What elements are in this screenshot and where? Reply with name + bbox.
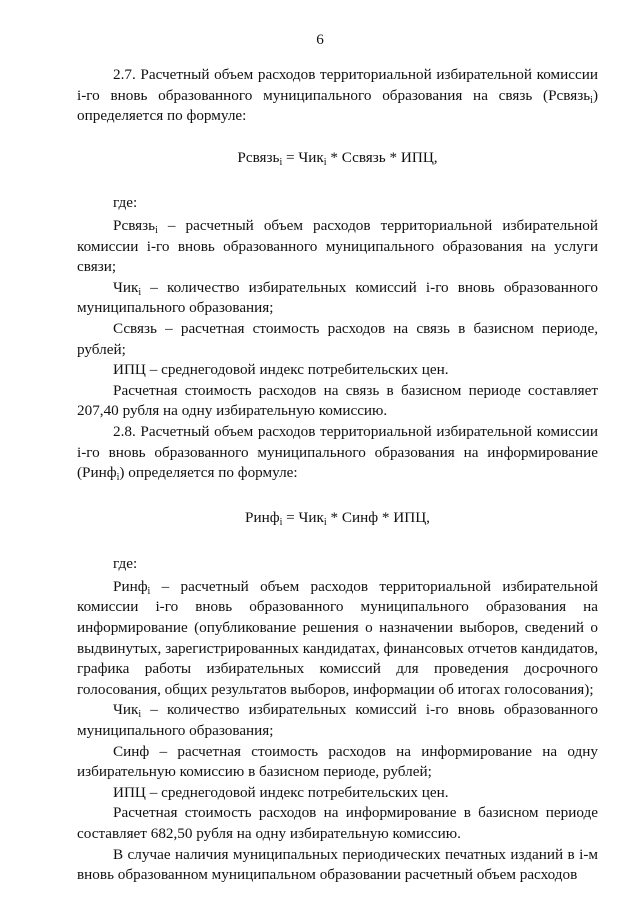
subscript-i: i	[116, 472, 120, 484]
definition-chik-2	[77, 700, 598, 741]
section-2-8-text-end: ) определяется по формуле:	[119, 464, 298, 482]
definition-term: Чик	[113, 278, 139, 296]
page-number: 6	[316, 31, 324, 48]
definition-s-inf: Синф – расчетная стоимость расходов на информирование на одну избирательную комиссию в базисном периоде, рублей;	[77, 742, 598, 781]
formula-2-eq: = Чик	[282, 508, 324, 526]
formula-communication	[77, 148, 598, 169]
subscript-i: i	[138, 286, 142, 298]
formula-2-lhs: Ринф	[245, 508, 280, 526]
subscript-i: i	[279, 516, 283, 528]
final-paragraph: В случае наличия муниципальных периодических печатных изданий в i-м вновь образованном муниципальном образовании расчетный объем расходов	[77, 845, 598, 884]
note-communication-cost: Расчетная стоимость расходов на связь в базисном периоде составляет 207,40 рубля на одну избирательную комиссию.	[77, 381, 598, 420]
formula-1-rest: * Ссвязь * ИПЦ,	[326, 148, 438, 166]
definition-term: Чик	[113, 701, 139, 719]
section-2-8-paragraph	[77, 422, 598, 484]
definition-term: Ринф	[113, 577, 148, 595]
section-2-7-text: 2.7. Расчетный объем расходов территориальной избирательной комиссии i-го вновь образованного муниципального образования на связь (Рсвязь	[77, 66, 598, 104]
definition-text: – количество избирательных комиссий i-го вновь образованного муниципального образования;	[77, 701, 598, 740]
definition-r-inf	[77, 577, 598, 701]
definition-chik-1	[77, 278, 598, 319]
definition-s-svyaz: Ссвязь – расчетная стоимость расходов на связь в базисном периоде, рублей;	[77, 319, 598, 358]
formula-2-rest: * Синф * ИПЦ,	[326, 508, 430, 526]
subscript-i: i	[590, 94, 593, 106]
formula-information	[77, 508, 598, 529]
section-2-8-text: 2.8. Расчетный объем расходов территориальной избирательной комиссии i-го вновь образованного муниципального образования на информирование (Ринф	[77, 422, 598, 482]
definition-r-svyaz	[77, 216, 598, 278]
where-label-1: где:	[113, 194, 138, 212]
definition-ipc-1: ИПЦ – среднегодовой индекс потребительских цен.	[113, 361, 449, 379]
subscript-i: i	[323, 516, 327, 528]
formula-1-lhs: Рсвязь	[237, 148, 280, 166]
where-label-2: где:	[113, 555, 138, 573]
definition-text: – расчетный объем расходов территориальной избирательной комиссии i-го вновь образованного муниципального образования на услуги связи;	[77, 216, 598, 276]
definition-text: – количество избирательных комиссий i-го вновь образованного муниципального образования;	[77, 278, 598, 317]
formula-1-eq: = Чик	[282, 148, 324, 166]
section-2-7-text-end: ) определяется по формуле:	[77, 86, 598, 125]
note-information-cost: Расчетная стоимость расходов на информирование в базисном периоде составляет 682,50 рубля на одну избирательную комиссию.	[77, 804, 598, 842]
definition-ipc-2: ИПЦ – среднегодовой индекс потребительских цен.	[113, 783, 449, 801]
subscript-i: i	[155, 224, 158, 236]
subscript-i: i	[147, 585, 151, 597]
subscript-i: i	[138, 709, 142, 721]
definition-term: Рсвязь	[113, 216, 156, 234]
definition-text: – расчетный объем расходов территориальной избирательной комиссии i-го вновь образованного муниципального образования на информирование (опубликование решения о назначении выборов, сведений о выдвинутых, зарегистрированных кандидатах, финансовых отчетов кандидатов, графика работы избирательных комиссий для проведения досрочного голосования, общих результатов выборов, информации об итогах голосования);	[77, 577, 598, 698]
page-content	[77, 65, 598, 886]
section-2-7-paragraph	[77, 65, 598, 127]
subscript-i: i	[279, 156, 283, 168]
subscript-i: i	[323, 156, 327, 168]
